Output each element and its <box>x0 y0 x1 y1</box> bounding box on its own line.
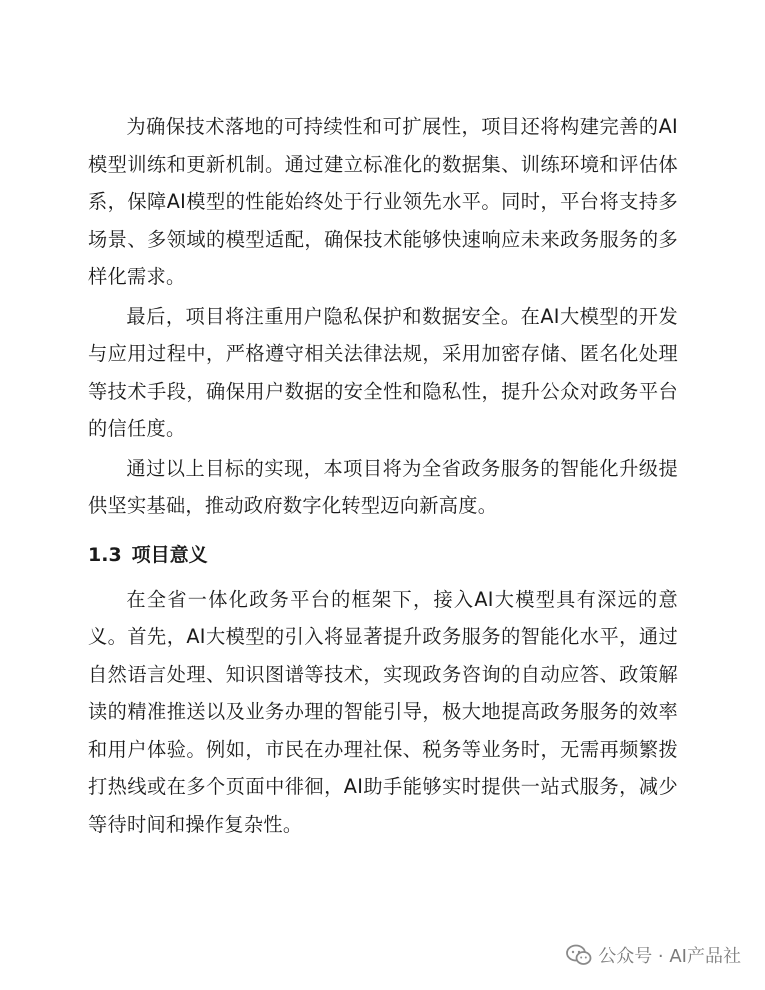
paragraph-privacy: 最后，项目将注重用户隐私保护和数据安全。在AI大模型的开发与应用过程中，严格遵守相关法律法规，采用加密存储、匿名化处理等技术手段，确保用户数据的安全性和隐私性，提升公众对政务平台的信任度。 <box>88 304 678 440</box>
watermark <box>566 942 741 968</box>
wechat-icon <box>566 944 592 966</box>
paragraph-conclusion: 通过以上目标的实现，本项目将为全省政务服务的智能化升级提供坚实基础，推动政府数字化转型迈向新高度。 <box>88 456 678 517</box>
paragraph-sustainability: 为确保技术落地的可持续性和可扩展性，项目还将构建完善的AI模型训练和更新机制。通过建立标准化的数据集、训练环境和评估体系，保障AI模型的性能始终处于行业领先水平。同时，平台将支持多场景、多领域的模型适配，确保技术能够快速响应未来政务服务的多样化需求。 <box>88 115 678 288</box>
watermark-text: 公众号 · AI产品社 <box>598 946 741 967</box>
section-title: 项目意义 <box>131 543 208 566</box>
section-heading <box>88 535 678 575</box>
paragraph-significance: 在全省一体化政务平台的框架下，接入AI大模型具有深远的意义。首先，AI大模型的引入将显著提升政务服务的智能化水平，通过自然语言处理、知识图谱等技术，实现政务咨询的自动应答、政策解读的精准推送以及业务办理的智能引导，极大地提高政务服务的效率和用户体验。例如，市民在办理社保、税务等业务时，无需再频繁拨打热线或在多个页面中徘徊，AI助手能够实时提供一站式服务，减少等待时间和操作复杂性。 <box>88 587 678 836</box>
document-body <box>88 108 678 845</box>
section-number: 1.3 <box>88 543 122 566</box>
